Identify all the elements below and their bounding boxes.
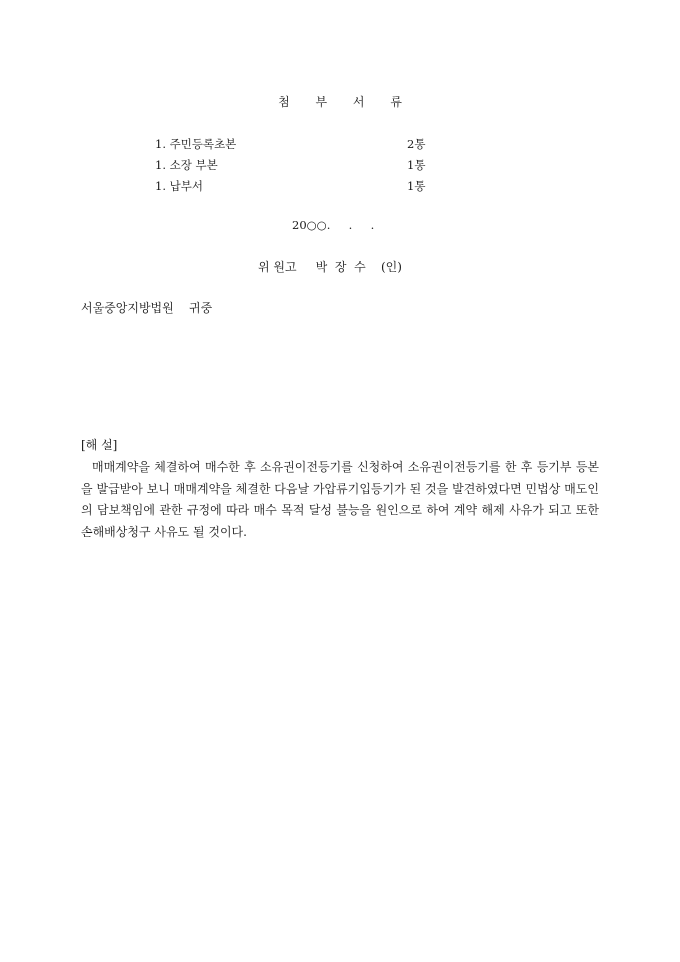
court-addressee: 서울중앙지방법원 귀중 (81, 301, 213, 315)
filing-date: 20○○. . . (292, 218, 375, 232)
commentary-heading: [해 설] (81, 438, 118, 452)
attachment-count: 1통 (407, 158, 426, 172)
attachments-title: 첨 부 서 류 (278, 95, 413, 109)
attachment-count: 2통 (407, 137, 426, 151)
attachment-name: 1. 주민등록초본 (155, 137, 237, 151)
attachment-name: 1. 납부서 (155, 179, 203, 193)
attachment-name: 1. 소장 부본 (155, 158, 218, 172)
plaintiff-signature: 위 원고 박 장 수 (인) (258, 260, 402, 274)
attachment-item (155, 137, 445, 158)
commentary-section (81, 437, 599, 543)
commentary-body: 매매계약을 체결하여 매수한 후 소유권이전등기를 신청하여 소유권이전등기를 한 후 등기부 등본을 발급받아 보니 매매계약을 체결한 다음날 가압류기입등기가 된 것을 발견하였다면 민법상 매도인의 담보책임에 관한 규정에 따라 매수 목적 달성 불능을 원인으로 하여 계약 해제 사유가 되고 또한 손해배상청구 사유도 될 것이다. (81, 460, 599, 539)
attachment-count: 1통 (407, 179, 426, 193)
attachments-list (155, 137, 445, 200)
attachment-item (155, 179, 445, 200)
attachment-item (155, 158, 445, 179)
